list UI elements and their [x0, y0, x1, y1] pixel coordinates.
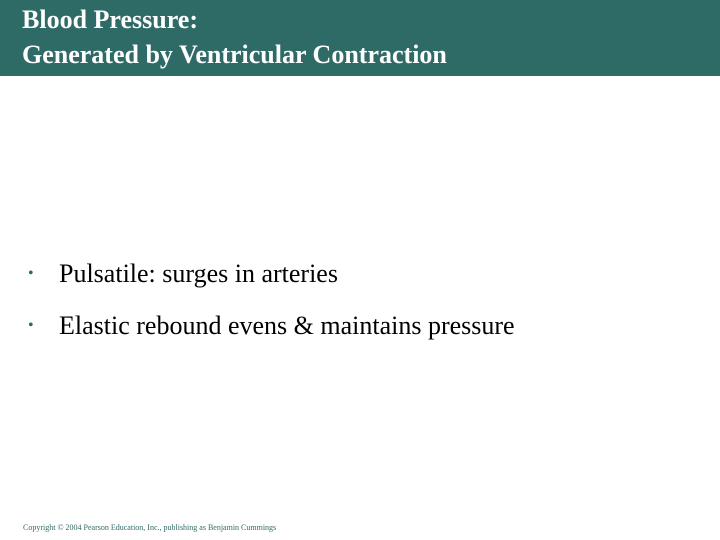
copyright-notice: Copyright © 2004 Pearson Education, Inc., publishing as Benjamin Cummings	[23, 523, 277, 532]
slide-title-line-1: Blood Pressure:	[22, 5, 198, 34]
bullet-dot-icon: •	[28, 265, 34, 282]
bullet-item	[28, 304, 708, 356]
bullet-dot-icon: •	[28, 317, 34, 334]
bullet-text: Pulsatile: surges in arteries	[59, 259, 338, 288]
bullet-text: Elastic rebound evens & maintains pressure	[59, 311, 515, 340]
slide-title-line-2: Generated by Ventricular Contraction	[22, 40, 447, 69]
bullet-item	[28, 252, 708, 304]
bullet-list	[28, 252, 708, 356]
title-bar	[0, 0, 720, 76]
